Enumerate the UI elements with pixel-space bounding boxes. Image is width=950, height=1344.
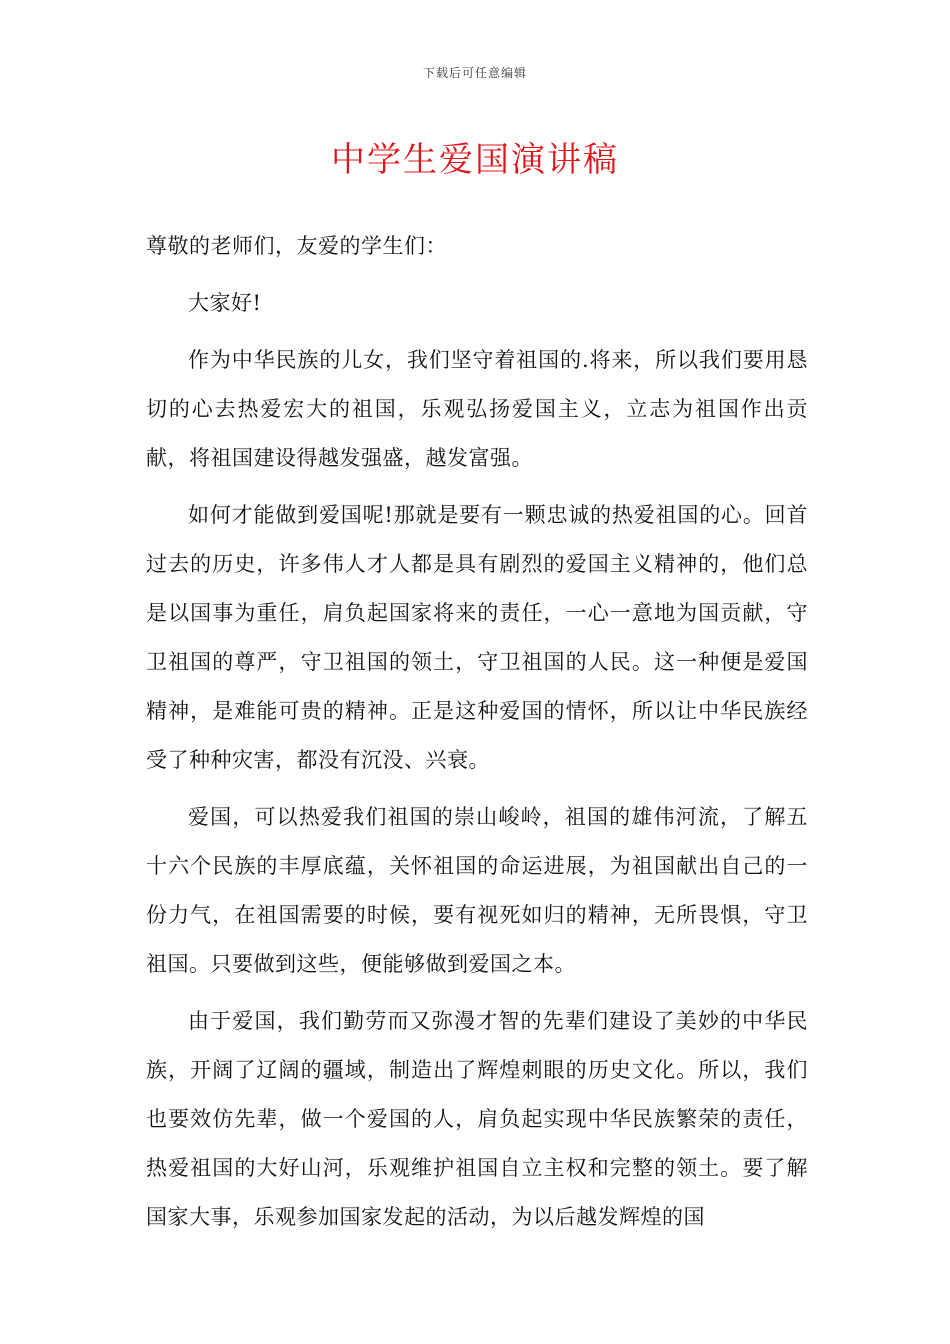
- document-title: 中学生爱国演讲稿: [331, 140, 619, 180]
- document-body: [146, 222, 808, 1250]
- body-paragraph: 由于爱国，我们勤劳而又弥漫才智的先辈们建设了美妙的中华民族，开阔了辽阔的疆域，制造出了辉煌刺眼的历史文化。所以，我们也要效仿先辈，做一个爱国的人，肩负起实现中华民族繁荣的责任，热爱祖国的大好山河，乐观维护祖国自立主权和完整的领土。要了解国家大事，乐观参加国家发起的活动，为以后越发辉煌的国: [146, 1009, 808, 1229]
- body-paragraph: 爱国，可以热爱我们祖国的崇山峻岭，祖国的雄伟河流，了解五十六个民族的丰厚底蕴，关怀祖国的命运进展，为祖国献出自己的一份力气，在祖国需要的时候，要有视死如归的精神，无所畏惧，守卫祖国。只要做到这些，便能够做到爱国之本。: [146, 805, 808, 976]
- header-note: 下载后可任意编辑: [422, 66, 527, 80]
- body-paragraph: 作为中华民族的儿女，我们坚守着祖国的.将来，所以我们要用恳切的心去热爱宏大的祖国，乐观弘扬爱国主义，立志为祖国作出贡献，将祖国建设得越发强盛，越发富强。: [146, 348, 808, 470]
- greeting-paragraph: 大家好!: [188, 291, 262, 315]
- body-paragraph: 如何才能做到爱国呢!那就是要有一颗忠诚的热爱祖国的心。回首过去的历史，许多伟人才人都是具有剧烈的爱国主义精神的，他们总是以国事为重任，肩负起国家将来的责任，一心一意地为国贡献，守卫祖国的尊严，守卫祖国的领土，守卫祖国的人民。这一种便是爱国精神，是难能可贵的精神。正是这种爱国的情怀，所以让中华民族经受了种种灾害，都没有沉没、兴衰。: [146, 503, 808, 772]
- salutation-paragraph: 尊敬的老师们，友爱的学生们：: [146, 234, 447, 258]
